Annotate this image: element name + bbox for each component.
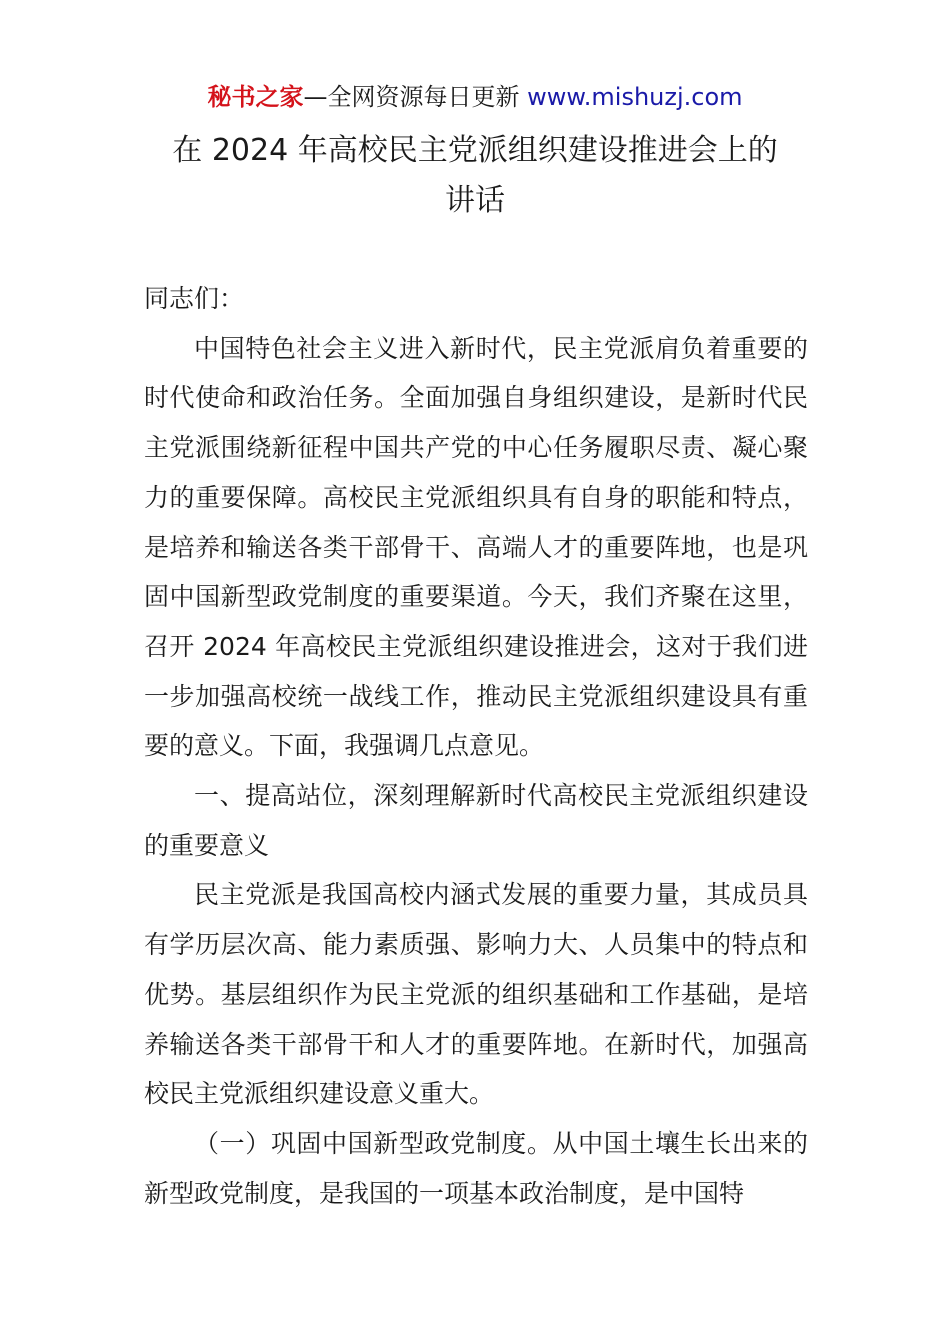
site-header bbox=[0, 80, 950, 114]
title-line-2: 讲话 bbox=[445, 183, 505, 218]
document-body bbox=[144, 274, 808, 1218]
paragraph-intro: 中国特色社会主义进入新时代，民主党派肩负着重要的时代使命和政治任务。全面加强自身组织建设，是新时代民主党派围绕新征程中国共产党的中心任务履职尽责、凝心聚力的重要保障。高校民主党派组织具有自身的职能和特点，是培养和输送各类干部骨干、高端人才的重要阵地，也是巩固中国新型政党制度的重要渠道。今天，我们齐聚在这里，召开 2024 年高校民主党派组织建设推进会，这对于我们进一步加强高校统一战线工作，推动民主党派组织建设具有重要的意义。下面，我强调几点意见。 bbox=[144, 333, 808, 761]
title-line-1: 在 2024 年高校民主党派组织建设推进会上的 bbox=[172, 133, 778, 168]
salutation: 同志们： bbox=[144, 284, 245, 313]
document-title bbox=[140, 126, 810, 226]
site-brand: 秘书之家 bbox=[207, 83, 304, 111]
section-heading-1: 一、提高站位，深刻理解新时代高校民主党派组织建设的重要意义 bbox=[144, 781, 808, 860]
site-url-link[interactable]: www.mishuzj.com bbox=[527, 83, 743, 111]
site-tagline: —全网资源每日更新 bbox=[303, 83, 528, 111]
subsection-heading-1: （一）巩固中国新型政党制度。从中国土壤生长出来的新型政党制度，是我国的一项基本政治制度，是中国特 bbox=[144, 1128, 808, 1208]
paragraph-section-1: 民主党派是我国高校内涵式发展的重要力量，其成员具有学历层次高、能力素质强、影响力大、人员集中的特点和优势。基层组织作为民主党派的组织基础和工作基础，是培养输送各类干部骨干和人才的重要阵地。在新时代，加强高校民主党派组织建设意义重大。 bbox=[144, 880, 808, 1109]
